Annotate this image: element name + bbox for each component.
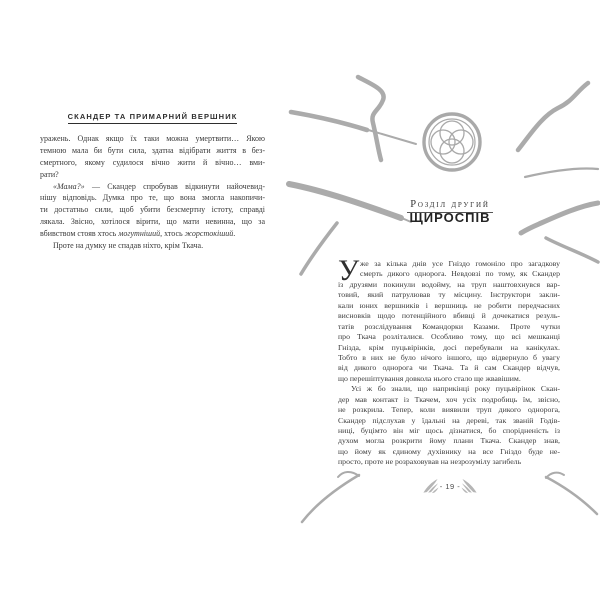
page-number: - 19 - — [439, 482, 461, 491]
text-line: що йому як єдиному духівнику на все Гніздо буде не- — [338, 446, 560, 456]
text-line: про Ткача розліталися. Особливо тому, що всі мешканці — [338, 332, 560, 342]
text-line: «Мама?» — Скандер спробував відкинути найочевид- — [53, 181, 265, 191]
left-page-body — [40, 133, 265, 252]
ray-top-right-icon — [518, 83, 588, 150]
text-line: із друзями покинули водойму, на труп наштовхнувся вар- — [338, 279, 560, 289]
text-line: дер мав контакт із Ткачем, хоч усіх подробиць їм, звісно, — [338, 394, 560, 404]
text-line: смерть дикого однорога. Невдовзі по тому, як Скандер — [360, 269, 560, 279]
text-line: духом могла розкрити йому плани Ткача. Скандер знав, — [338, 436, 560, 446]
running-header: СКАНДЕР ТА ПРИМАРНИЙ ВЕРШНИК — [68, 112, 238, 124]
text-line: не розкрила. Тепер, коли виявили труп дикого однорога, — [338, 405, 560, 415]
text-line: вбивством стояв хтось могутніший, хтось жорстокіший. — [40, 229, 236, 239]
text-line: смертного, якому судилося вічно жити й вічно… вми- — [40, 157, 265, 167]
chapter-title: ЩИРОСПІВ — [409, 210, 491, 225]
page-number-ornament — [300, 478, 600, 495]
right-page — [300, 0, 600, 600]
ray-top-left-icon — [358, 77, 384, 160]
paragraph — [338, 384, 560, 468]
ray-right-icon — [525, 168, 598, 177]
drop-cap: У — [338, 254, 360, 287]
right-wing-icon — [461, 478, 478, 495]
text-line: ти достатньо сили, щоб убити безсмертну істоту, справді — [40, 205, 265, 215]
text-line: лякала. Звісно, хотілося вірити, що мати невинна, що за — [40, 217, 265, 227]
text-line: Скандер підслухав у їдальні на дереві, так званій Годів- — [338, 415, 560, 425]
chapter-label: Розділ другий — [407, 199, 492, 213]
ray-left-icon — [291, 112, 367, 130]
paragraph — [40, 133, 265, 181]
text-line: уражень. Однак якщо їх таки можна умертвити… Якою — [40, 134, 265, 143]
left-wing-icon — [422, 478, 439, 495]
running-header-container — [40, 106, 265, 124]
text-line: Усі ж бо знали, що наприкінці року пуцьвірінок Скан- — [351, 384, 560, 394]
text-line: рати? — [40, 169, 59, 179]
text-line: Проте на думку не спадав ніхто, крім Ткача. — [53, 241, 204, 251]
text-line: татів розслідування Командорки Казами. Проте чутки — [338, 321, 560, 331]
text-line: просто, проте не розраховував на незрозумілу загибель — [338, 457, 522, 467]
text-line: нішу відповідь. Думка про те, що вона змогла накопичи- — [40, 193, 265, 203]
flower-emblem-icon — [424, 114, 480, 170]
text-line: Тобто в них не було нічого іншого, що відвернуло б увагу — [338, 352, 560, 362]
text-line: ниці, буцімто він міг щось дізнатися, бо спорідненість із — [338, 426, 560, 435]
text-line: Гнізда, крім пуцьвірінків, досі перебували на канікулах. — [338, 342, 560, 352]
paragraph — [338, 254, 560, 384]
text-line: товий, який патрулював ту місцину. Інструктори закли- — [338, 290, 560, 300]
text-line: що перешіптування довкола нього стало ще жвавішим. — [338, 373, 521, 383]
text-line: темною мала би бути сила, здатна відібрати життя в без- — [40, 145, 265, 155]
text-line: висновків щодо потенційного вбивці й дочекатися резуль- — [338, 311, 560, 321]
text-line: кали юних вершників і вершниць не робити передчасних — [338, 300, 560, 310]
right-page-body — [338, 254, 560, 468]
paragraph — [40, 181, 265, 240]
ray-left-tip-icon — [365, 129, 416, 144]
paragraph — [40, 240, 265, 252]
text-line: же за кілька днів усе Гніздо гомоніло про загадкову — [360, 259, 560, 268]
text-line: від дикого однорога чи Ткача. Та й сам Скандер відчув, — [338, 363, 560, 373]
ray-lower-left-icon — [301, 223, 337, 274]
